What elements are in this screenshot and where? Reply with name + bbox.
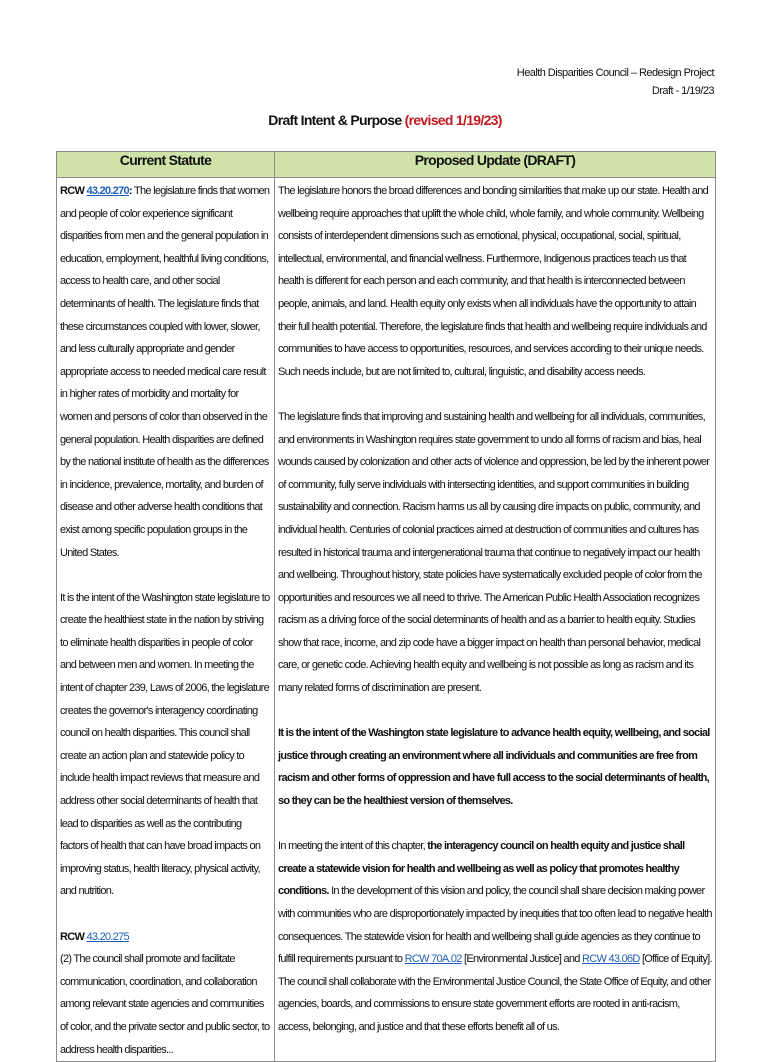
proposed-update-header: Proposed Update (DRAFT): [275, 152, 716, 178]
rcw-label: RCW: [60, 930, 87, 943]
rcw-70a-02-link[interactable]: RCW 70A.02: [404, 953, 462, 966]
document-header: [517, 64, 714, 100]
rcw-43-20-275-link[interactable]: 43.20.275: [86, 930, 129, 943]
statute-paragraph-1: [60, 180, 271, 564]
rcw-colon: :: [128, 185, 132, 197]
proposed-paragraph-1: The legislature honors the broad differences and bonding similarities that make up our state. Health and wellbeing require approaches that uplift the whole child, whole family, and whole community. Wellbeing consists of interdependent dimensions such as emotional, physical, occupational, social, spiritual, intellectual, environmental, and financial wellness. Furthermore, Indigenous practices teach us that health is different for each person and each community, and that health is interconnected between people, animals, and land. Health equity only exists when all individuals have the opportunity to attain their full health potential. Therefore, the legislature finds that health and wellbeing require individuals and communities to have access to opportunities, resources, and services according to their unique needs. Such needs include, but are not limited to, cultural, linguistic, and disability access needs.: [278, 185, 708, 378]
proposed-update-cell: [275, 178, 716, 1062]
proposed-intent-statement: It is the intent of the Washington state legislature to advance health equity, wellbeing, and social justice through creating an environment where all individuals and communities are free from racism and other forms of oppression and have full access to the social determinants of health, so they can be the healthiest version of themselves.: [278, 727, 710, 808]
proposed-paragraph-4: In meeting the intent of this chapter, the interagency council on health equity and justice shall create a statewide vision for health and wellbeing as well as policy that promotes healthy conditions. In the development of this vision and policy, the council shall share decision making power with communities who are disproportionately impacted by inequities that too often lead to negative health consequences. The statewide vision for health and wellbeing shall guide agencies as they continue to fulfill requirements pursuant to RCW 70A.02 [Environmental Justice] and RCW 43.06D [Office of Equity]. The council shall collaborate with the Environmental Justice Council, the State Office of Equity, and other agencies, boards, and commissions to ensure state government efforts are rooted in anti-racism, access, belonging, and justice and that these efforts benefit all of us.: [278, 840, 712, 1033]
table-header-row: [57, 152, 716, 178]
statute-text-1: The legislature finds that women and people of color experience significant disparities from men and the general population in education, employment, healthful living conditions, access to health care, and other social determinants of health. The legislature finds that these circumstances coupled with lower, slower, and less culturally appropriate and gender appropriate access to needed medical care result in higher rates of morbidity and mortality for women and persons of color than observed in the general population. Health disparities are defined by the national institute of health as the differences in incidence, prevalence, mortality, and burden of disease and other adverse health conditions that exist among specific population groups in the United States.: [60, 185, 270, 559]
table-row: [57, 178, 716, 1062]
title-main: Draft Intent & Purpose: [268, 112, 405, 128]
draft-date: Draft - 1/19/23: [651, 85, 714, 97]
rcw-label: RCW: [60, 185, 87, 197]
statute-paragraph-3-heading: [60, 926, 271, 949]
page-title: [0, 112, 770, 128]
statute-paragraph-3: (2) The council shall promote and facilitate communication, coordination, and collaboration among relevant state agencies and communities of color, and the private sector and public sector, to address health disparities...: [60, 953, 270, 1056]
comparison-table: [56, 151, 716, 1062]
title-revised: (revised 1/19/23): [404, 112, 502, 128]
rcw-43-06d-link[interactable]: RCW 43.06D: [582, 953, 640, 966]
proposed-paragraph-2: The legislature finds that improving and sustaining health and wellbeing for all individuals, communities, and environments in Washington requires state government to undo all forms of racism and bias, heal wounds caused by colonization and other acts of violence and oppression, be led by the inherent power of community, fully serve individuals with intersecting identities, and support communities in building sustainability and connection. Racism harms us all by causing dire impacts on public, community, and individual health. Centuries of colonial practices aimed at destruction of communities and cultures has resulted in historical trauma and intergenerational trauma that continue to negatively impact our health and wellbeing. Throughout history, state policies have systematically excluded people of color from the opportunities and resources we all need to thrive. The American Public Health Association recognizes racism as a driving force of the social determinants of health and as a barrier to health equity. Studies show that race, income, and zip code have a bigger impact on health than personal behavior, medical care, or genetic code. Achieving health equity and wellbeing is not possible as long as racism and its many related forms of discrimination are present.: [278, 410, 710, 695]
statute-paragraph-2: It is the intent of the Washington state legislature to create the healthiest state in the nation by striving to eliminate health disparities in people of color and between men and women. In meeting the intent of chapter 239, Laws of 2006, the legislature creates the governor's interagency coordinating council on health disparities. This council shall create an action plan and statewide policy to include health impact reviews that measure and address other social determinants of health that lead to disparities as well as the contributing factors of health that can have broad impacts on improving status, health literacy, physical activity, and nutrition.: [60, 591, 270, 898]
project-name: Health Disparities Council – Redesign Project: [516, 67, 714, 79]
current-statute-cell: [57, 178, 275, 1062]
current-statute-header: Current Statute: [57, 152, 275, 178]
council-vision-statement: the interagency council on health equity and justice shall create a statewide vision for health and wellbeing as well as policy that promotes healthy conditions.: [278, 840, 685, 898]
rcw-43-20-270-link[interactable]: 43.20.270: [86, 185, 129, 197]
